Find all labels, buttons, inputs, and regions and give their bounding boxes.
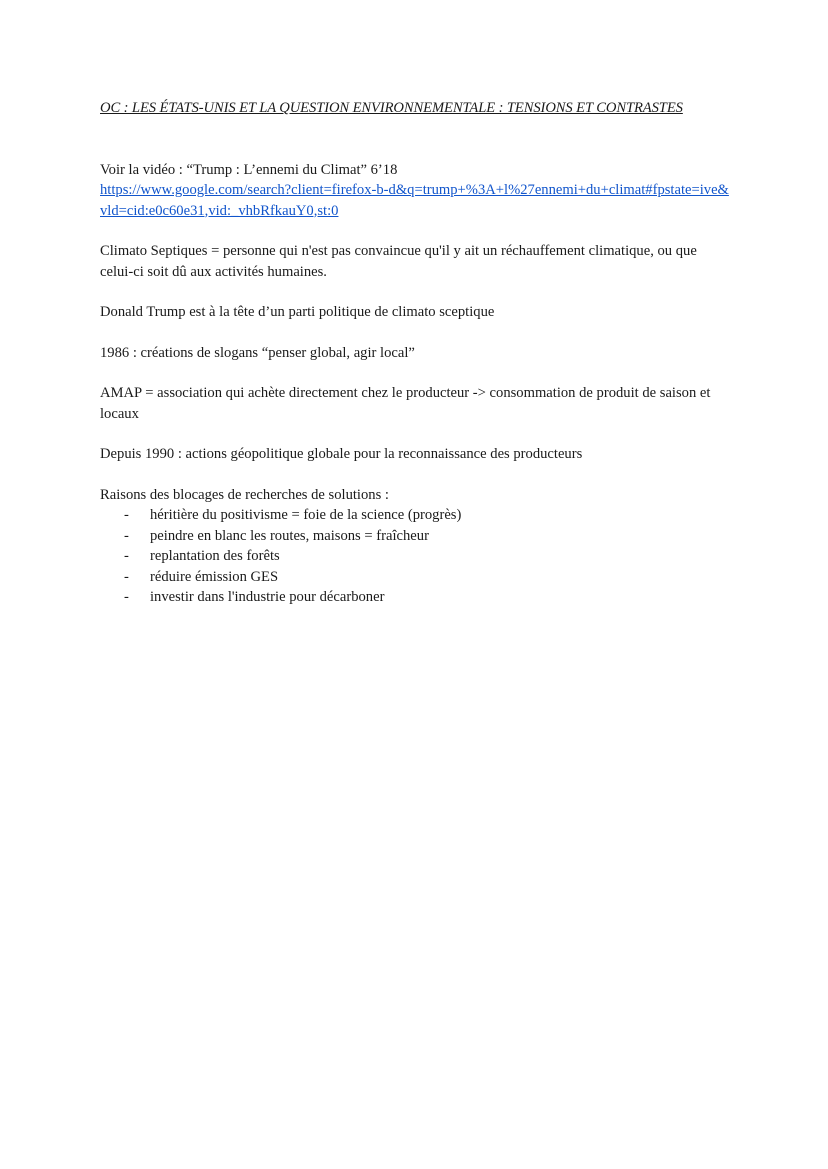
list-item-text: héritière du positivisme = foie de la science (progrès) xyxy=(150,507,462,523)
video-paragraph xyxy=(100,160,730,222)
dash-bullet: - xyxy=(124,568,129,585)
amap-paragraph: AMAP = association qui achète directement chez le producteur -> consommation de produit de saison et locaux xyxy=(100,385,711,422)
dash-bullet: - xyxy=(124,548,129,564)
list-item xyxy=(124,567,730,588)
video-line: Voir la vidéo : “Trump : L’ennemi du Climat” 6’18 xyxy=(100,161,398,178)
depuis-1990-paragraph: Depuis 1990 : actions géopolitique globale pour la reconnaissance des producteurs xyxy=(100,446,583,462)
slogans-paragraph: 1986 : créations de slogans “penser global, agir local” xyxy=(100,344,415,361)
list-item-text: peindre en blanc les routes, maisons = fraîcheur xyxy=(150,527,429,544)
video-link[interactable]: https://www.google.com/search?client=firefox-b-d&q=trump+%3A+l%27ennemi+du+climat#fpstate=ive&vld=cid:e0c60e31,vid:_vhbRfkauY0,st:0 xyxy=(100,182,729,219)
list-item xyxy=(124,526,730,547)
raisons-list xyxy=(100,505,730,608)
list-item-text: réduire émission GES xyxy=(150,568,279,585)
climato-paragraph: Climato Septiques = personne qui n'est pas convaincue qu'il y ait un réchauffement climatique, ou que celui-ci soit dû aux activités humaines. xyxy=(100,243,697,280)
document-body xyxy=(100,98,730,608)
raisons-heading: Raisons des blocages de recherches de solutions : xyxy=(100,486,389,503)
trump-paragraph: Donald Trump est à la tête d’un parti politique de climato sceptique xyxy=(100,304,495,320)
dash-bullet: - xyxy=(124,589,129,605)
list-item-text: replantation des forêts xyxy=(150,548,280,564)
list-item xyxy=(124,587,730,608)
document-title: OC : LES ÉTATS-UNIS ET LA QUESTION ENVIRONNEMENTALE : TENSIONS ET CONTRASTES xyxy=(100,100,683,116)
list-item-text: investir dans l'industrie pour décarboner xyxy=(150,589,385,605)
dash-bullet: - xyxy=(124,507,129,523)
dash-bullet: - xyxy=(124,527,129,544)
list-item xyxy=(124,505,730,526)
list-item xyxy=(124,546,730,567)
